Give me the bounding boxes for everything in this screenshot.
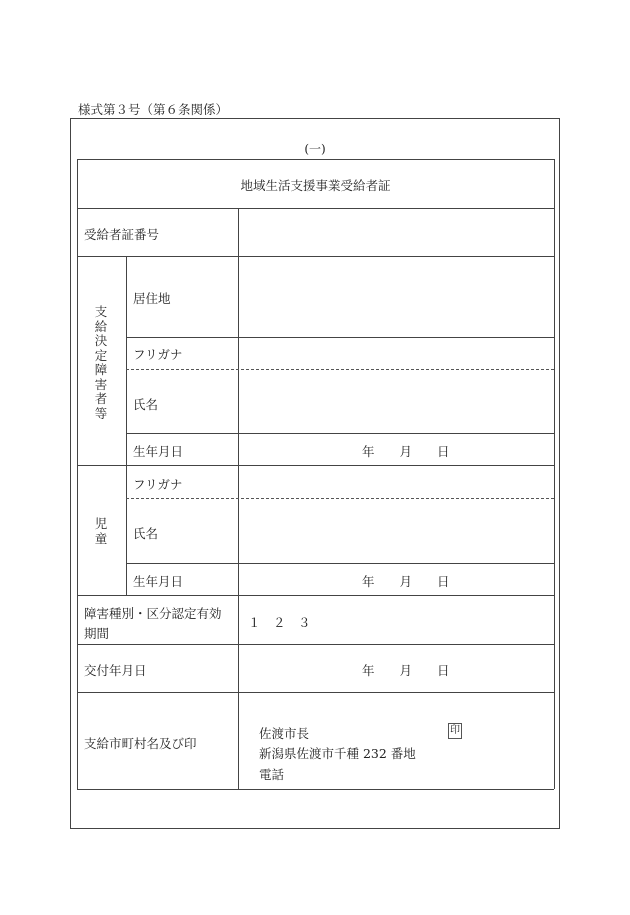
recipient-number-field[interactable] <box>239 209 554 256</box>
child-furigana-label: フリガナ <box>133 477 183 492</box>
address-label: 居住地 <box>133 291 171 306</box>
disability-type-values[interactable]: １ ２ ３ <box>248 615 311 630</box>
municipality-label: 支給市町村名及び印 <box>84 736 197 751</box>
child-birthdate-field[interactable]: 年 月 日 <box>362 574 450 589</box>
form-number-label: 様式第３号（第６条関係） <box>78 102 229 117</box>
disabled-group-label: 支給決定障害者等 <box>94 304 108 421</box>
disabled-furigana-field[interactable] <box>239 338 554 369</box>
recipient-number-label: 受給者証番号 <box>84 227 160 242</box>
address-field[interactable] <box>239 257 554 337</box>
child-birthdate-label: 生年月日 <box>133 574 184 589</box>
issue-date-label: 交付年月日 <box>84 663 147 678</box>
disabled-birthdate-label: 生年月日 <box>133 444 184 459</box>
disabled-name-field[interactable] <box>239 370 554 433</box>
disability-type-label-line2: 期間 <box>84 626 110 641</box>
official-seal-box: 印 <box>448 723 462 739</box>
certificate-title: 地域生活支援事業受給者証 <box>240 178 391 193</box>
child-name-label: 氏名 <box>133 526 159 541</box>
child-furigana-field[interactable] <box>239 466 554 498</box>
disabled-name-label: 氏名 <box>133 397 159 412</box>
child-group-label: 児童 <box>94 516 108 546</box>
disabled-birthdate-field[interactable]: 年 月 日 <box>362 444 450 459</box>
issuer-title: 佐渡市長 <box>259 726 310 741</box>
issuer-phone-label: 電話 <box>259 767 285 782</box>
issue-date-field[interactable]: 年 月 日 <box>362 663 450 678</box>
section-number: (一) <box>304 142 326 156</box>
disabled-furigana-label: フリガナ <box>133 347 183 362</box>
disability-type-label-line1: 障害種別・区分認定有効 <box>84 606 222 621</box>
child-name-field[interactable] <box>239 499 554 563</box>
issuer-address: 新潟県佐渡市千種 232 番地 <box>259 746 416 761</box>
